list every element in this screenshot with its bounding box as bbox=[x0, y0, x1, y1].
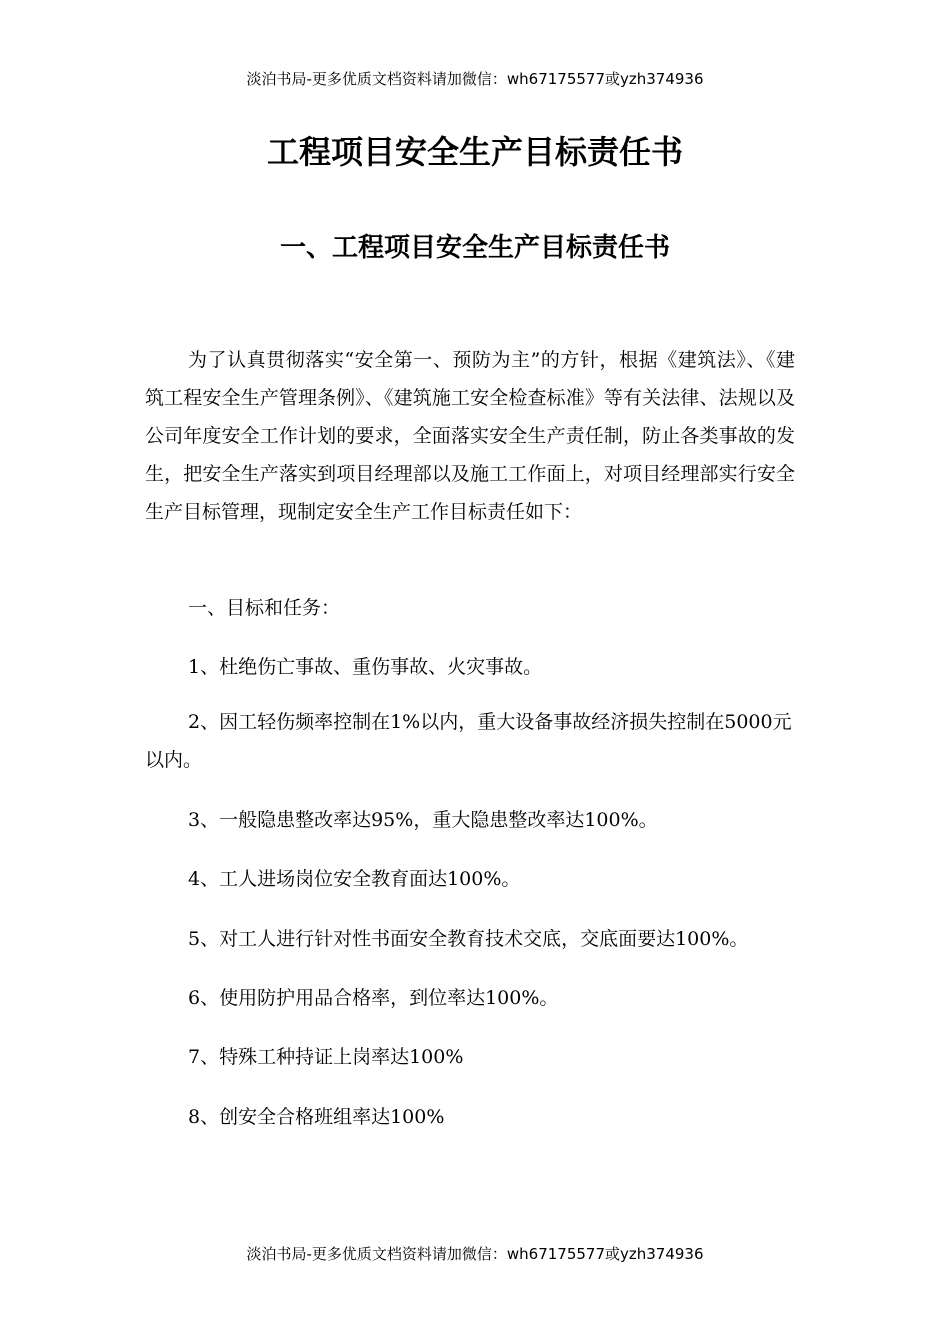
section-heading: 一、工程项目安全生产目标责任书 bbox=[279, 233, 670, 263]
target-item: 5、对工人进行针对性书面安全教育技术交底，交底面要达100%。 bbox=[188, 928, 749, 950]
target-item: 4、工人进场岗位安全教育面达100%。 bbox=[188, 868, 521, 890]
footer-watermark-note: 淡泊书局-更多优质文档资料请加微信：wh67175577或yzh374936 bbox=[246, 1245, 704, 1263]
header-watermark-note: 淡泊书局-更多优质文档资料请加微信：wh67175577或yzh374936 bbox=[246, 70, 704, 88]
targets-heading: 一、目标和任务： bbox=[188, 597, 341, 619]
intro-paragraph: 为了认真贯彻落实“安全第一、预防为主”的方针，根据《建筑法》、《建筑工程安全生产管理条例》、《建筑施工安全检查标准》等有关法律、法规以及公司年度安全工作计划的要求，全面落实安全生产责任制，防止各类事故的发生，把安全生产落实到项目经理部以及施工工作面上，对项目经理部实行安全生产目标管理，现制定安全生产工作目标责任如下： bbox=[145, 349, 795, 523]
target-item: 1、杜绝伤亡事故、重伤事故、火灾事故。 bbox=[188, 656, 543, 678]
target-item: 3、一般隐患整改率达95%，重大隐患整改率达100%。 bbox=[188, 809, 658, 831]
target-item: 2、因工轻伤频率控制在1%以内，重大设备事故经济损失控制在5000元以内。 bbox=[145, 711, 792, 771]
target-item: 6、使用防护用品合格率，到位率达100%。 bbox=[188, 987, 559, 1009]
document-title: 工程项目安全生产目标责任书 bbox=[266, 133, 683, 171]
target-item: 7、特殊工种持证上岗率达100% bbox=[188, 1046, 464, 1068]
target-item: 8、创安全合格班组率达100% bbox=[188, 1106, 445, 1128]
